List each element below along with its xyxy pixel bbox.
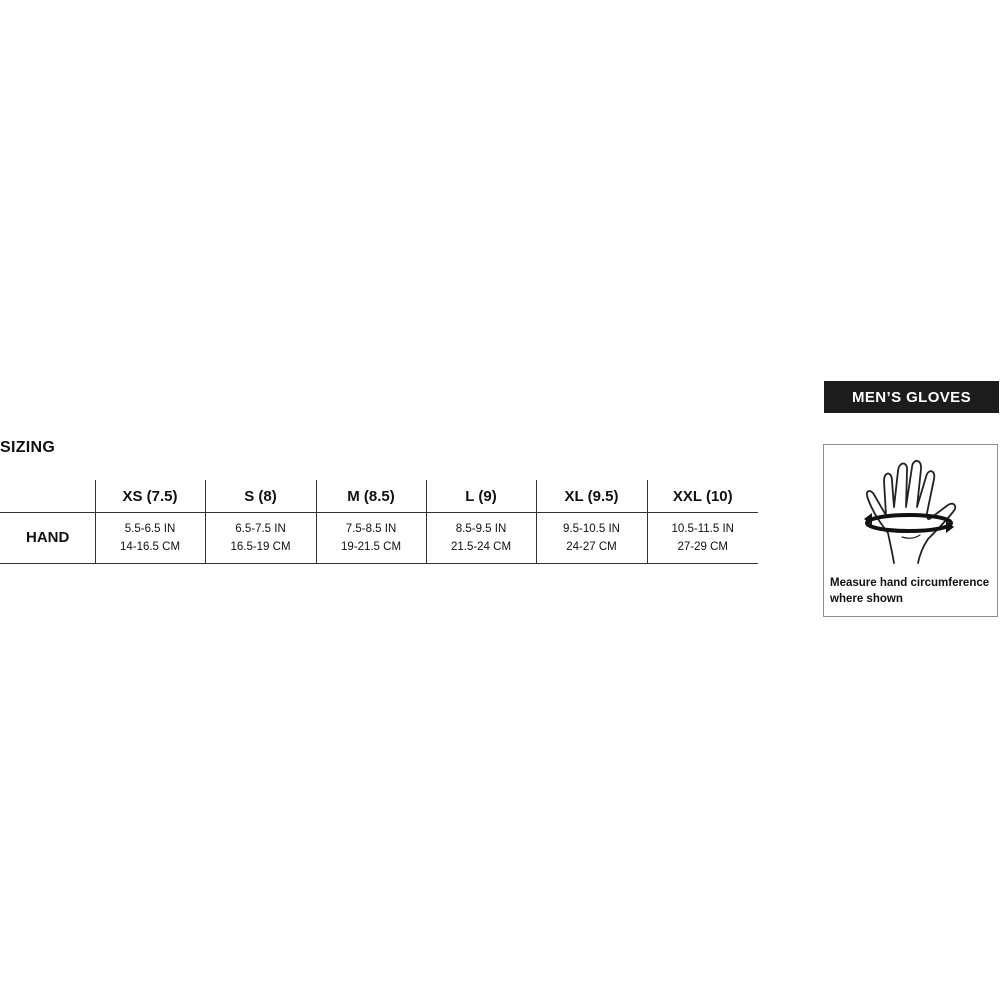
hand-measure-icon bbox=[854, 459, 966, 565]
size-cell-s bbox=[205, 513, 316, 564]
size-header-xl: XL (9.5) bbox=[536, 480, 647, 513]
measure-caption-line-1: Measure hand circumference bbox=[830, 577, 990, 589]
cell-inches: 6.5-7.5 IN bbox=[235, 523, 286, 535]
measure-caption bbox=[830, 575, 998, 607]
cell-centimeters: 27-29 CM bbox=[677, 541, 728, 553]
size-header-xxl: XXL (10) bbox=[647, 480, 758, 513]
cell-centimeters: 24-27 CM bbox=[566, 541, 617, 553]
cell-inches: 5.5-6.5 IN bbox=[124, 523, 176, 535]
cell-centimeters: 19-21.5 CM bbox=[340, 541, 402, 553]
size-table bbox=[0, 480, 758, 564]
corner-cell bbox=[0, 480, 95, 513]
size-header-l: L (9) bbox=[426, 480, 536, 513]
cell-centimeters: 21.5-24 CM bbox=[450, 541, 512, 553]
mens-gloves-badge: MEN’S GLOVES bbox=[824, 381, 999, 413]
row-label-hand: HAND bbox=[0, 513, 95, 564]
size-cell-xl bbox=[536, 513, 647, 564]
size-cell-xxl bbox=[647, 513, 758, 564]
cell-inches: 8.5-9.5 IN bbox=[455, 523, 507, 535]
cell-inches: 10.5-11.5 IN bbox=[671, 523, 734, 535]
size-header-s: S (8) bbox=[205, 480, 316, 513]
size-cell-l bbox=[426, 513, 536, 564]
cell-centimeters: 14-16.5 CM bbox=[119, 541, 181, 553]
measure-guide-card bbox=[823, 444, 998, 617]
cell-inches: 7.5-8.5 IN bbox=[345, 523, 397, 535]
cell-centimeters: 16.5-19 CM bbox=[230, 541, 291, 553]
table-row bbox=[0, 513, 758, 564]
size-cell-m bbox=[316, 513, 426, 564]
cell-inches: 9.5-10.5 IN bbox=[563, 523, 620, 535]
sizing-heading: SIZING bbox=[0, 439, 56, 456]
size-header-xs: XS (7.5) bbox=[95, 480, 205, 513]
size-header-m: M (8.5) bbox=[316, 480, 426, 513]
size-header-row bbox=[0, 480, 758, 513]
size-cell-xs bbox=[95, 513, 205, 564]
measure-caption-line-2: where shown bbox=[830, 593, 903, 605]
